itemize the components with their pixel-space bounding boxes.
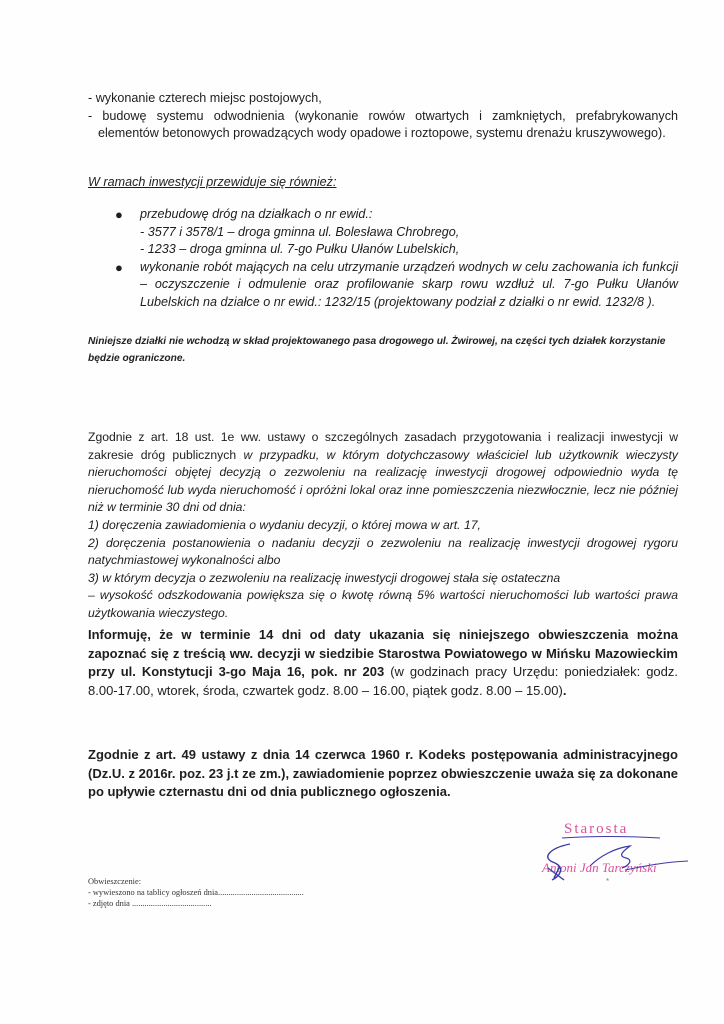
- road-sub-ulanow: - 1233 – droga gminna ul. 7-go Pułku Ułanów Lubelskich,: [140, 242, 460, 257]
- posting-footer: [88, 876, 304, 909]
- kpa-paragraph: Zgodnie z art. 49 ustawy z dnia 14 czerwca 1960 r. Kodeks postępowania administracyjnego (Dz.U. z 2016r. poz. 23 j.t ze zm.), zawiadomienie poprzez obwieszczenie uważa się za dokonane po upływie czternastu dni od dnia publicznego ogłoszenia.: [88, 747, 678, 800]
- inform-hours: (w godzinach pracy Urzędu: poniedziałek: godz. 8.00-17.00, wtorek, środa, czwartek godz. 8.00 – 16.00, piątek godz. 8.00 – 15.00): [88, 664, 679, 698]
- footer-posted-date: - wywieszono na tablicy ogłoszeń dnia.........................................: [88, 888, 304, 897]
- handwritten-signature-icon: [530, 818, 690, 888]
- footer-removed-date: - zdjęto dnia ......................................: [88, 899, 212, 908]
- road-sub-chrobrego: - 3577 i 3578/1 – droga gminna ul. Bolesława Chrobrego,: [140, 224, 460, 239]
- footer-title: Obwieszczenie:: [88, 877, 142, 886]
- art18-point-3: 3) w którym decyzja o zezwoleniu na realizację inwestycji drogowej stała się ostateczna: [88, 570, 561, 585]
- stamp-name: Antoni Jan Tarczyński: [542, 860, 657, 875]
- scope-list: [88, 90, 678, 143]
- also-item-roads-text: przebudowę dróg na działkach o nr ewid.:: [140, 207, 373, 221]
- signature-stamp: [530, 818, 690, 888]
- also-item-roads: [112, 206, 678, 259]
- inform-paragraph: [88, 626, 678, 700]
- art18-point-2: 2) doręczenia postanowienia o nadaniu decyzji o zezwoleniu na realizację inwestycji drogowej rygoru natychmiastowej wykonalności albo: [88, 535, 678, 568]
- svg-text:*: *: [606, 877, 610, 886]
- bullet-icon: ●: [115, 207, 123, 222]
- also-list: [112, 206, 678, 312]
- inform-bold: Informuję, że w terminie 14 dni od daty ukazania się niniejszego obwieszczenia można zapoznać się z treścią ww. decyzji w siedzibie Starostwa Powiatowego w Mińsku Mazowieckim przy ul. Konstytucji 3-go Maja 16, pok. nr 203: [88, 627, 678, 680]
- art18-conclusion: – wysokość odszkodowania powiększa się o kwotę równą 5% wartości nieruchomości lub wartości prawa użytkowania wieczystego.: [88, 588, 678, 620]
- bullet-icon: ●: [115, 259, 123, 275]
- art18-intro: Zgodnie z art. 18 ust. 1e ww. ustawy o szczególnych zasadach przygotowania i realizacji inwestycji w zakresie dróg publicznych: [88, 430, 678, 462]
- stamp-title: Starosta: [564, 821, 629, 837]
- also-heading: [88, 174, 678, 192]
- scope-item-drainage: - budowę systemu odwodnienia (wykonanie rowów otwartych i zamkniętych, prefabrykowanych elementów betonowych prowadzących wody opadowe i roztopowe, systemu drenażu kruszywowego).: [88, 108, 678, 141]
- also-heading-text: W ramach inwestycji przewiduje się również:: [88, 175, 337, 189]
- art18-point-1: 1) doręczenia zawiadomienia o wydaniu decyzji, o której mowa w art. 17,: [88, 517, 481, 532]
- parcels-note: Niniejsze działki nie wchodzą w skład projektowanego pasa drogowego ul. Żwirowej, na części tych działek korzystanie będzie ograniczone.: [88, 336, 666, 364]
- art18-paragraph: [88, 429, 678, 623]
- art18-condition: w przypadku, w którym dotychczasowy właściciel lub użytkownik wieczysty nieruchomości objętej decyzją o zezwoleniu na realizację inwestycji drogowej odpowiednio wyda tę nieruchomość lub wyda nieruchomość i opróżni lokal oraz inne pomieszczenia niezwłocznie, lecz nie później niż w terminie 30 dni od dnia:: [88, 447, 678, 515]
- also-item-water: [112, 259, 678, 312]
- scope-item-parking: - wykonanie czterech miejsc postojowych,: [88, 91, 322, 105]
- also-item-water-text: wykonanie robót mających na celu utrzymanie urządzeń wodnych w celu zachowania ich funkcji – oczyszczenie i odmulenie oraz profilowanie skarp rowu wzdłuż ul. 7-go Pułku Ułanów Lubelskich na działce o nr ewid.: 1232/15 (projektowany podział z działki o nr ewid. 1232/8 ).: [140, 259, 678, 309]
- inform-end: .: [562, 682, 567, 698]
